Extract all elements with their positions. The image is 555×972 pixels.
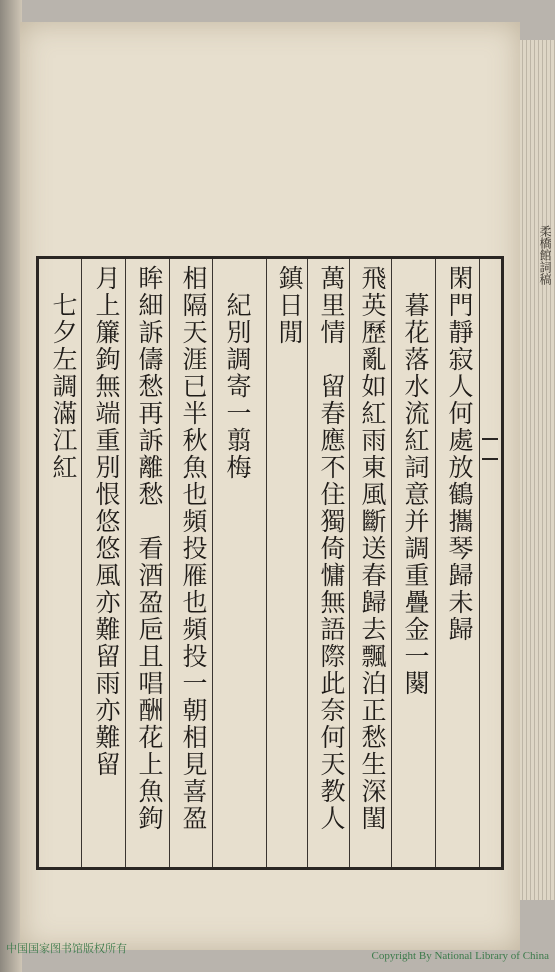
text-frame [36,256,504,870]
text-column-3: 飛英歷亂如紅雨東風斷送春歸去飄泊正愁生深閨 [358,265,387,832]
text-column-4: 萬里情 留春應不住獨倚慵無語際此奈何天教人 [317,265,346,832]
column-rule [169,259,170,867]
adjacent-page-edge [0,0,22,972]
column-rule [479,259,480,867]
text-column-6: 紀別調寄一翦梅 [223,265,252,481]
column-rule [266,259,267,867]
column-rule [307,259,308,867]
text-column-9: 月上簾鉤無端重別恨悠悠風亦難留雨亦難留 [92,265,121,778]
text-column-5: 鎮日閒 [275,265,304,346]
text-column-2: 暮花落水流紅詞意并調重疊金一闋 [401,265,430,697]
text-column-1: 閑門靜寂人何處放鶴攜琴歸未歸 [445,265,474,643]
column-rule [435,259,436,867]
text-column-10: 七夕左調滿江紅 [49,265,78,481]
text-column-8: 眸細訴儔愁再訴離愁 看酒盈巵且唱酬花上魚鉤 [135,265,164,832]
copyright-watermark-cn: 中国国家图书馆版权所有 [6,942,127,955]
copyright-watermark-en: Copyright By National Library of China [371,950,549,962]
page-header-title: 柔橋館詞稿 [538,225,552,285]
text-column-7: 相隔天涯已半秋魚也頻投雁也頻投一朝相見喜盈 [179,265,208,832]
fishtail-mark [482,438,498,460]
